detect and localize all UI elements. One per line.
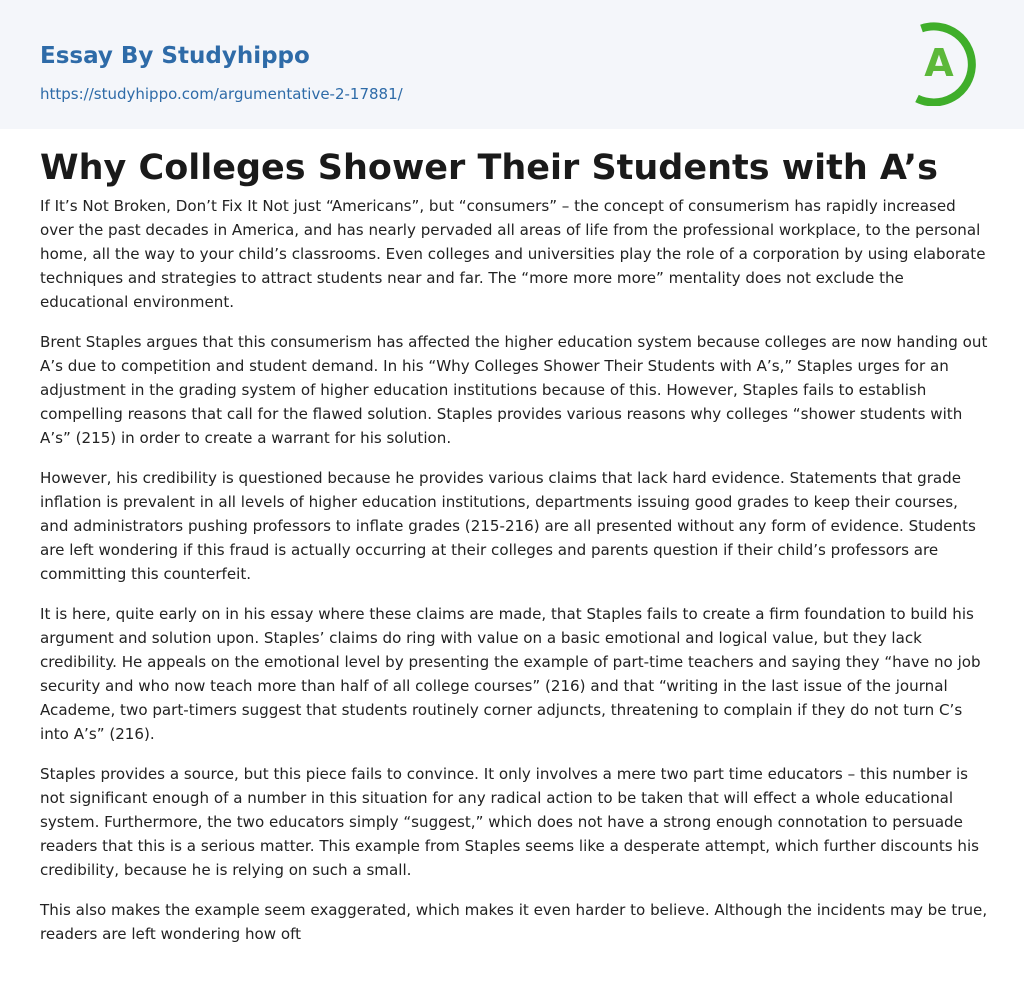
logo-letter: A: [924, 41, 954, 85]
paragraph: If It’s Not Broken, Don’t Fix It Not just “Americans”, but “consumers” – the concept of consumerism has rapidly increased over the past decades in America, and has nearly pervaded all areas of life from the professional workplace, to the personal home, all the way to your child’s classrooms. Even colleges and universities play the role of a corporation by using elaborate techniques and strategies to attract students near and far. The “more more more” mentality does not exclude the educational environment.: [40, 197, 986, 311]
studyhippo-logo-icon[interactable]: [896, 20, 986, 106]
article-title: Why Colleges Shower Their Students with A’s: [40, 148, 938, 188]
paragraph: Staples provides a source, but this piece fails to convince. It only involves a mere two part time educators – this number is not significant enough of a number in this situation for any radical action to be taken that will effect a whole educational system. Furthermore, the two educators simply “suggest,” which does not have a strong enough connotation to persuade readers that this is a serious matter. This example from Staples seems like a desperate attempt, which further discounts his credibility, because he is relying on such a small.: [40, 765, 980, 879]
paragraph: It is here, quite early on in his essay where these claims are made, that Staples fails to create a firm foundation to build his argument and solution upon. Staples’ claims do ring with value on a basic emotional and logical value, but they lack credibility. He appeals on the emotional level by presenting the example of part-time teachers and saying they “have no job security and who now teach more than half of all college courses” (216) and that “writing in the last issue of the journal Academe, two part-timers suggest that students routinely corner adjuncts, threatening to complain if they do not turn C’s into A’s” (216).: [40, 605, 981, 743]
source-url-link[interactable]: https://studyhippo.com/argumentative-2-17881/: [40, 85, 403, 103]
paragraph: However, his credibility is questioned because he provides various claims that lack hard evidence. Statements that grade inflation is prevalent in all levels of higher education institutions, departments issuing good grades to keep their courses, and administrators pushing professors to inflate grades (215-216) are all presented without any form of evidence. Students are left wondering if this fraud is actually occurring at their colleges and parents question if their child’s professors are committing this counterfeit.: [40, 469, 976, 583]
site-header: [0, 0, 1024, 129]
paragraph: Brent Staples argues that this consumerism has affected the higher education system because colleges are now handing out A’s due to competition and student demand. In his “Why Colleges Shower Their Students with A’s,” Staples urges for an adjustment in the grading system of higher education institutions because of this. However, Staples fails to establish compelling reasons that call for the flawed solution. Staples provides various reasons why colleges “shower students with A’s” (215) in order to create a warrant for his solution.: [40, 333, 988, 447]
article-body: [40, 194, 990, 962]
paragraph: This also makes the example seem exaggerated, which makes it even harder to believe. Although the incidents may be true, readers are left wondering how oft: [40, 901, 988, 943]
brand-title: Essay By Studyhippo: [40, 43, 310, 69]
